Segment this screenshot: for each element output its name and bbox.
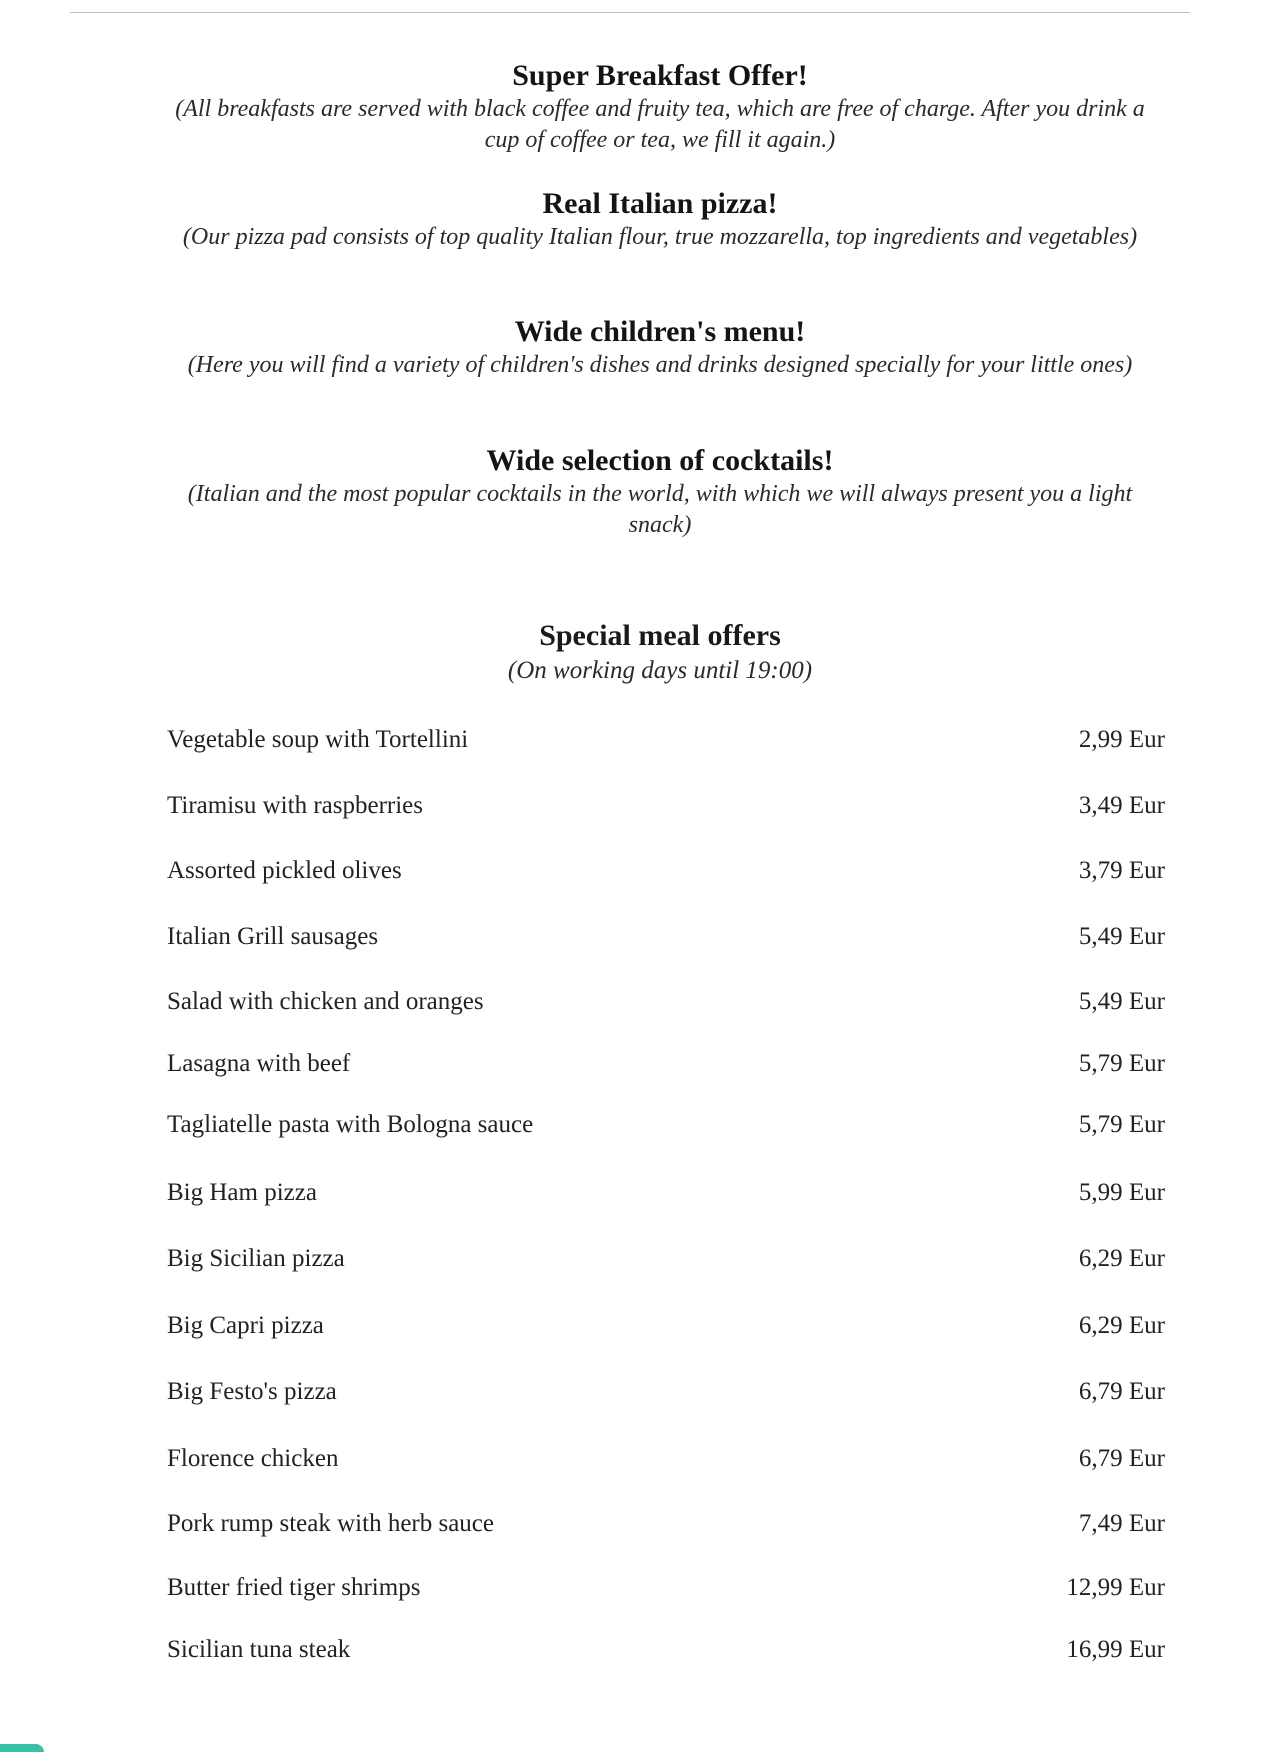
special-offers-subtitle: (On working days until 19:00)	[507, 657, 813, 684]
menu-item	[167, 1570, 1165, 1606]
dish-name: Big Ham pizza	[167, 1179, 317, 1206]
dish-name: Pork rump steak with herb sauce	[167, 1510, 495, 1537]
section-title: Super Breakfast Offer!	[512, 59, 808, 92]
section-description: (Italian and the most popular cocktails in the world, with which we will always present you a light snack)	[187, 481, 1133, 538]
menu-item	[167, 919, 1165, 955]
menu-item	[167, 722, 1165, 758]
menu-item	[167, 1441, 1165, 1477]
dish-price: 6,79 Eur	[1078, 1445, 1165, 1472]
dish-price: 7,49 Eur	[1078, 1510, 1165, 1537]
menu-item	[167, 1107, 1165, 1143]
dish-name: Sicilian tuna steak	[167, 1636, 351, 1663]
dish-name: Tagliatelle pasta with Bologna sauce	[167, 1111, 534, 1138]
menu-item	[167, 1241, 1165, 1277]
section-title: Wide children's menu!	[514, 315, 806, 348]
menu-item	[167, 788, 1165, 824]
menu-item	[167, 1046, 1165, 1082]
dish-name: Lasagna with beef	[167, 1050, 351, 1077]
dish-price: 2,99 Eur	[1078, 726, 1165, 753]
menu-item	[167, 853, 1165, 889]
section-title: Wide selection of cocktails!	[486, 444, 834, 477]
section-description: (Here you will find a variety of children's dishes and drinks designed specially for your little ones)	[187, 352, 1133, 378]
special-offers-title: Special meal offers	[539, 619, 781, 652]
dish-price: 12,99 Eur	[1066, 1574, 1165, 1601]
dish-price: 6,29 Eur	[1078, 1312, 1165, 1339]
dish-price: 3,79 Eur	[1078, 857, 1165, 884]
dish-name: Tiramisu with raspberries	[167, 792, 423, 819]
dish-name: Big Festo's pizza	[167, 1378, 337, 1405]
dish-price: 5,49 Eur	[1078, 988, 1165, 1015]
dish-price: 6,79 Eur	[1078, 1378, 1165, 1405]
dish-price: 16,99 Eur	[1066, 1636, 1165, 1663]
section-description: (Our pizza pad consists of top quality Italian flour, true mozzarella, top ingredients and vegetables)	[182, 224, 1138, 250]
dish-price: 5,79 Eur	[1078, 1050, 1165, 1077]
dish-name: Italian Grill sausages	[167, 923, 379, 950]
menu-item	[167, 1506, 1165, 1542]
dish-name: Big Capri pizza	[167, 1312, 324, 1339]
section-title: Real Italian pizza!	[542, 187, 778, 220]
dish-name: Salad with chicken and oranges	[167, 988, 484, 1015]
menu-item	[167, 1175, 1165, 1211]
menu-item	[167, 1374, 1165, 1410]
dish-name: Vegetable soup with Tortellini	[167, 726, 469, 753]
menu-item	[167, 1632, 1165, 1668]
scan-corner-mark	[0, 1744, 44, 1752]
menu-item	[167, 1308, 1165, 1344]
dish-name: Assorted pickled olives	[167, 857, 402, 884]
section-description: (All breakfasts are served with black coffee and fruity tea, which are free of charge. After you drink a cup of coffee or tea, we fill it again.)	[175, 96, 1145, 153]
dish-name: Butter fried tiger shrimps	[167, 1574, 421, 1601]
menu-item	[167, 984, 1165, 1020]
dish-price: 5,49 Eur	[1078, 923, 1165, 950]
dish-price: 5,99 Eur	[1078, 1179, 1165, 1206]
dish-price: 3,49 Eur	[1078, 792, 1165, 819]
dish-name: Florence chicken	[167, 1445, 339, 1472]
dish-name: Big Sicilian pizza	[167, 1245, 345, 1272]
dish-price: 6,29 Eur	[1078, 1245, 1165, 1272]
dish-price: 5,79 Eur	[1078, 1111, 1165, 1138]
